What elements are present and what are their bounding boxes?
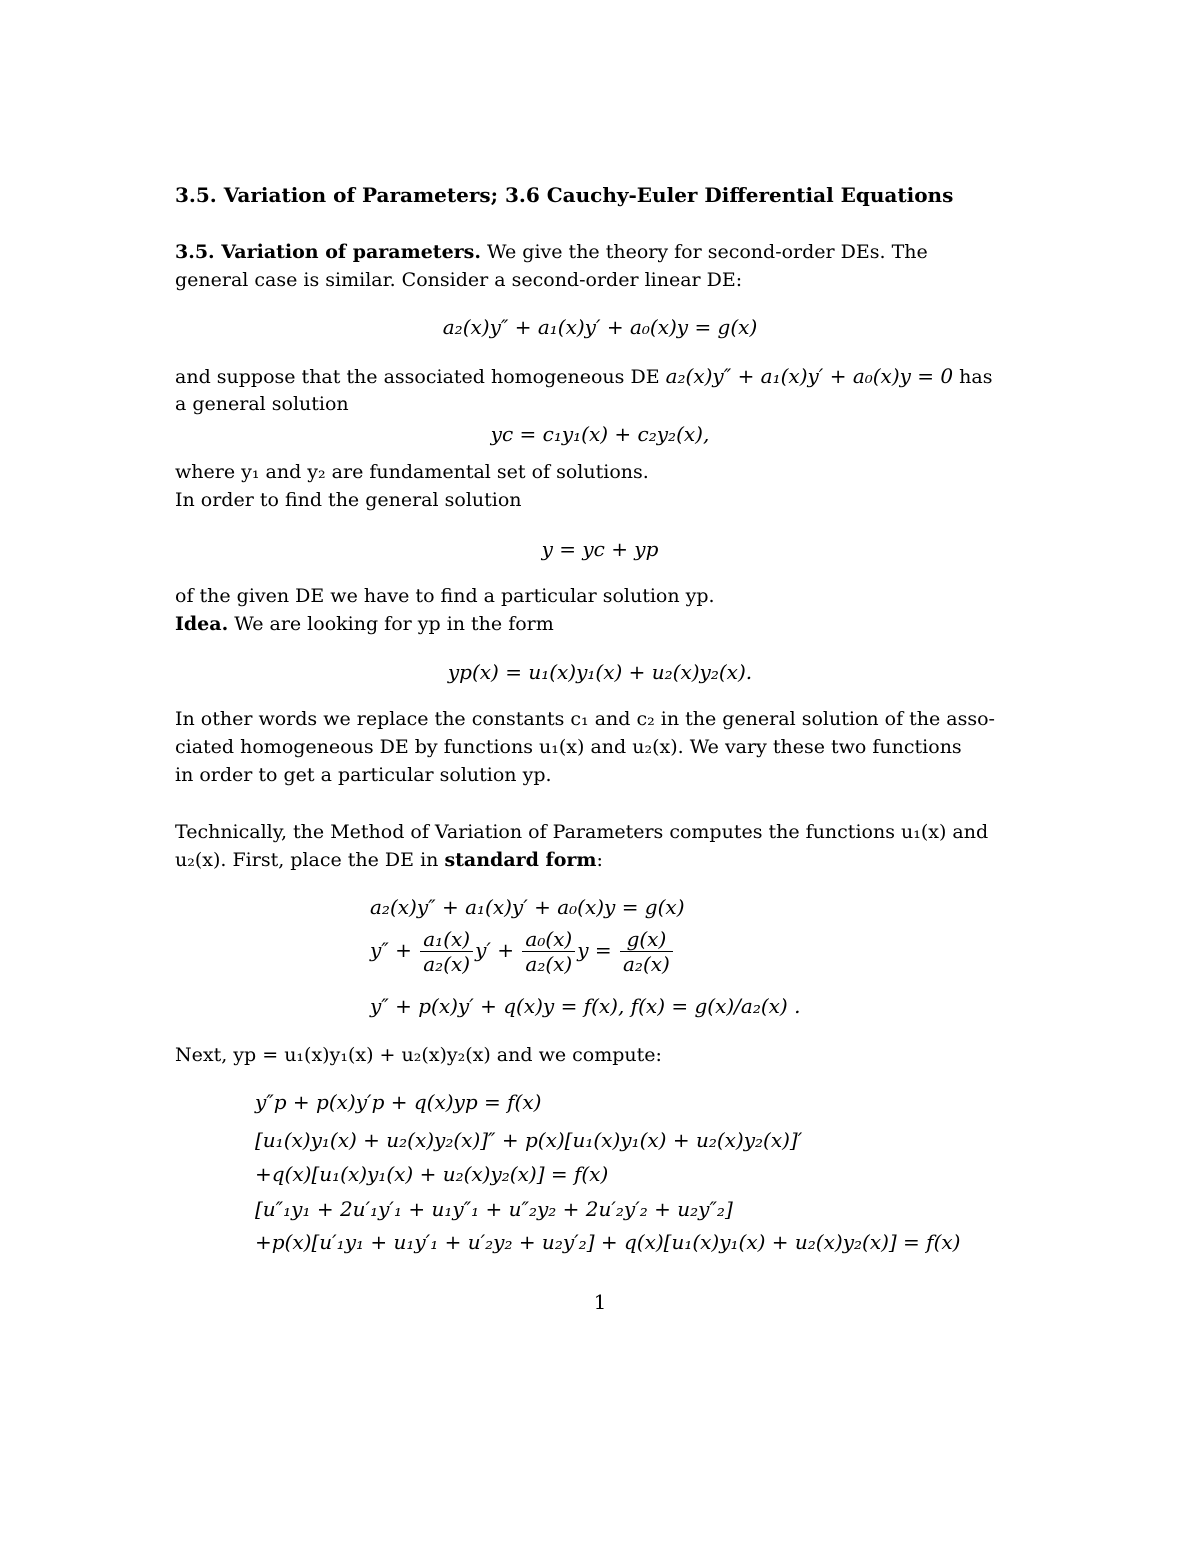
page-number: 1 [593,1290,607,1314]
intro-heading: 3.5. Variation of parameters. [175,241,481,263]
para1-line-1: In other words we replace the constants c₁ and c₂ in the general solution of the asso- [175,708,995,730]
para1-line-3: in order to get a particular solution yp. [175,764,552,786]
homog-line-2: a general solution [175,393,349,415]
idea-rest: We are looking for yp in the form [228,613,554,635]
fraction-a0-over-a2 [522,927,575,976]
compute-row-5: +p(x)[u′₁y₁ + u₁y′₁ + u′₂y₂ + u₂y′₂] + q(x)[u₁(x)y₁(x) + u₂(x)y₂(x)] = f(x) [255,1230,961,1254]
std-row2-b: y′ + [475,938,521,962]
para2-line-2 [175,846,603,874]
standard-form-term: standard form [444,849,597,871]
homog-equation: a₂(x)y″ + a₁(x)y′ + a₀(x)y = 0 [665,364,954,388]
homog-text-a: and suppose that the associated homogeneous DE [175,366,666,388]
compute-row-3: +q(x)[u₁(x)y₁(x) + u₂(x)y₂(x)] = f(x) [255,1162,609,1186]
frac2-denominator: a₂(x) [525,952,573,976]
frac2-numerator: a₀(x) [522,927,575,952]
para2-line-2-b: : [596,849,603,871]
std-row2-a: y″ + [370,938,419,962]
given-line: of the given DE we have to find a particular solution yp. [175,585,715,607]
section-title: 3.5. Variation of Parameters; 3.6 Cauchy-Euler Differential Equations [175,183,954,207]
frac3-numerator: g(x) [620,927,673,952]
para2-line-1: Technically, the Method of Variation of Parameters computes the functions u₁(x) and [175,821,989,843]
para2-line-2-a: u₂(x). First, place the DE in [175,849,445,871]
equation-yc: yc = c₁y₁(x) + c₂y₂(x), [490,422,710,446]
intro-line-1-rest: We give the theory for second-order DEs. The [481,241,928,263]
para1-line-2: ciated homogeneous DE by functions u₁(x) and u₂(x). We vary these two functions [175,736,962,758]
equation-main: a₂(x)y″ + a₁(x)y′ + a₀(x)y = g(x) [442,315,758,339]
compute-row-4: [u″₁y₁ + 2u′₁y′₁ + u₁y″₁ + u″₂y₂ + 2u′₂y′₂ + u₂y″₂] [255,1197,733,1221]
in-order-line: In order to find the general solution [175,489,522,511]
frac1-denominator: a₂(x) [423,952,471,976]
compute-row-2: [u₁(x)y₁(x) + u₂(x)y₂(x)]″ + p(x)[u₁(x)y₁(x) + u₂(x)y₂(x)]′ [255,1128,803,1152]
next-line: Next, yp = u₁(x)y₁(x) + u₂(x)y₂(x) and we compute: [175,1044,662,1066]
where-line: where y₁ and y₂ are fundamental set of solutions. [175,461,649,483]
std-form-row-1: a₂(x)y″ + a₁(x)y′ + a₀(x)y = g(x) [370,895,685,919]
frac1-numerator: a₁(x) [420,927,473,952]
std-form-row-3: y″ + p(x)y′ + q(x)y = f(x), f(x) = g(x)/a₂(x) . [370,994,801,1018]
equation-y: y = yc + yp [541,537,659,561]
fraction-g-over-a2 [620,927,673,976]
compute-row-1: y″p + p(x)y′p + q(x)yp = f(x) [255,1090,542,1114]
idea-line [175,610,554,638]
idea-label: Idea. [175,613,229,635]
equation-yp: yp(x) = u₁(x)y₁(x) + u₂(x)y₂(x). [447,660,753,684]
homog-text-b: has [953,366,993,388]
frac3-denominator: a₂(x) [623,952,670,976]
intro-line-2: general case is similar. Consider a second-order linear DE: [175,269,743,291]
fraction-a1-over-a2 [420,927,473,976]
homog-line-1 [175,362,993,391]
intro-line-1 [175,238,928,266]
std-row2-c: y = [577,938,618,962]
std-form-row-2 [370,927,675,976]
